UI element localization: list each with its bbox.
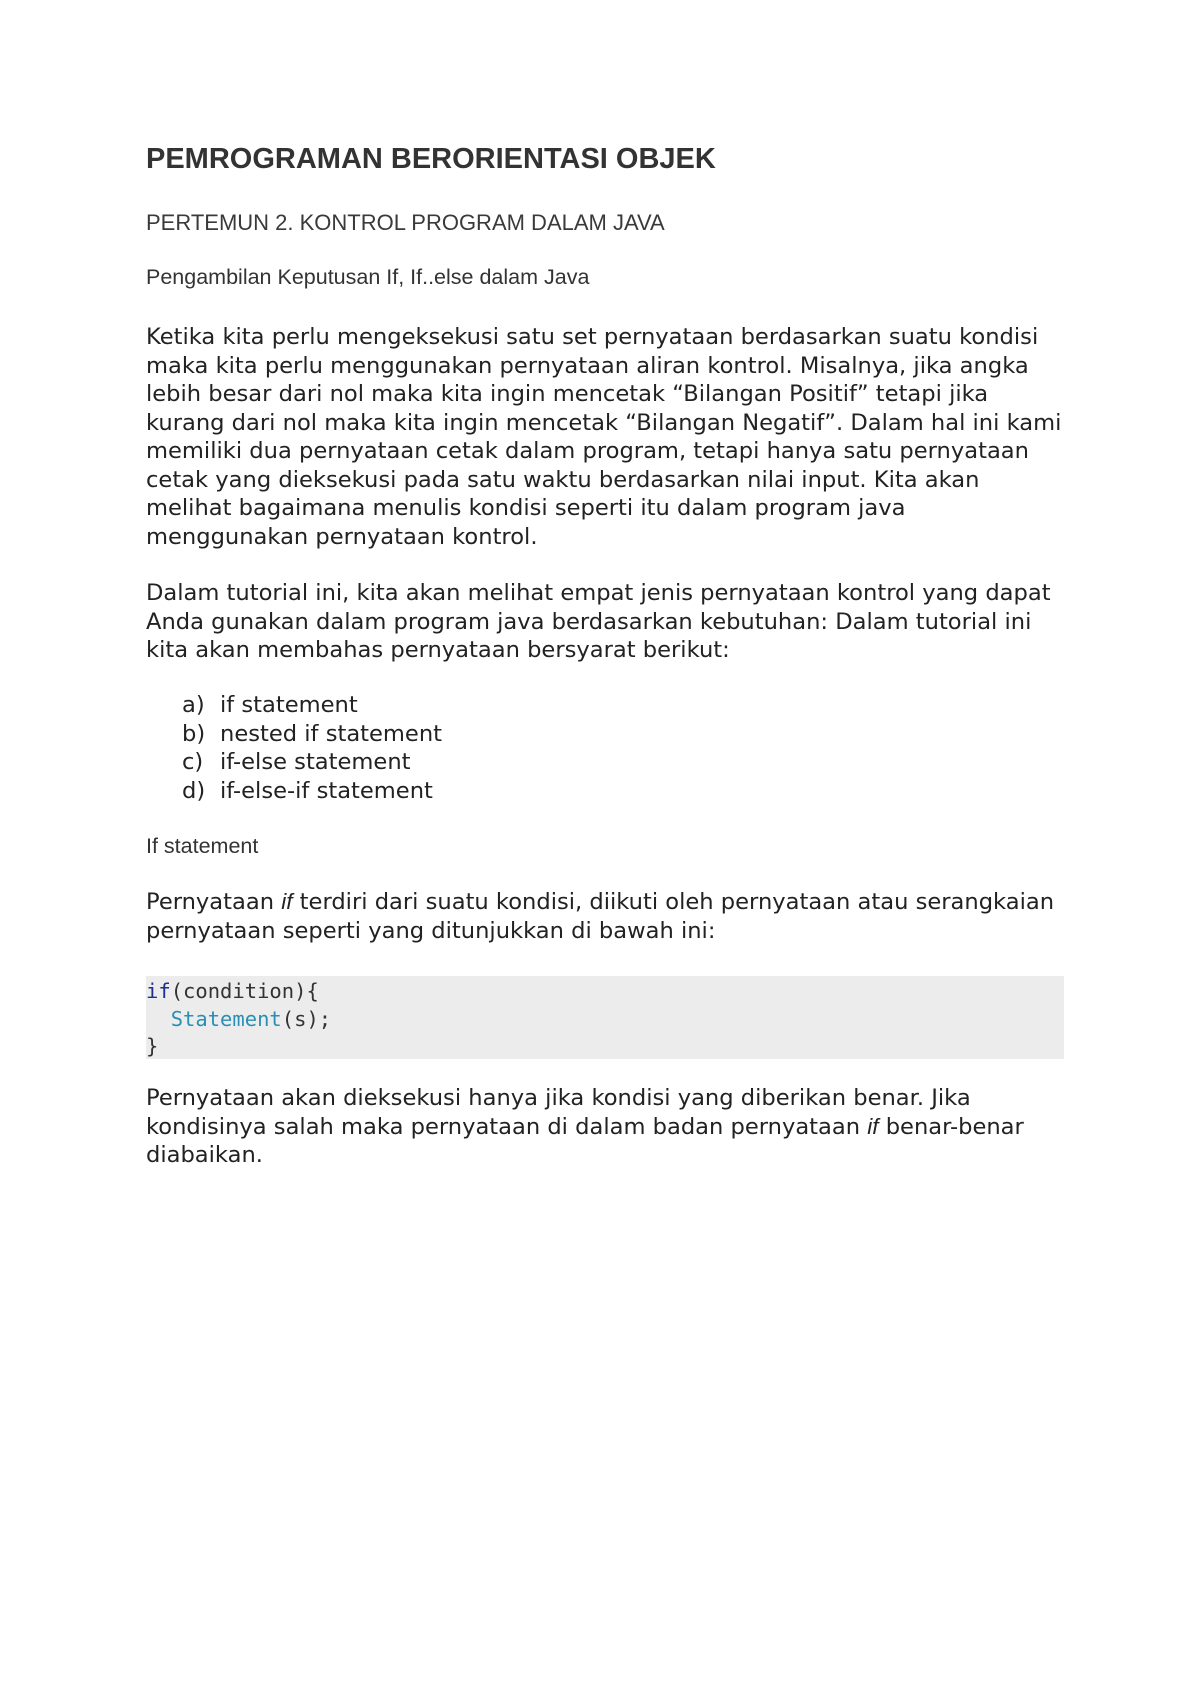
section-heading-if-statement: If statement [146,834,259,858]
code-text: } [146,1034,159,1058]
paragraph-text: Pernyataan [146,889,282,915]
list-marker: b) [182,720,206,747]
document-subtitle: PERTEMUN 2. KONTROL PROGRAM DALAM JAVA [146,210,665,235]
list-item [182,691,442,720]
list-item [182,777,442,806]
list-item-text: if-else statement [220,749,411,775]
paragraph-text: Pernyataan akan dieksekusi hanya jika kondisi yang diberikan benar. Jika kondisinya salah maka pernyataan di dalam badan pernyataan [146,1085,971,1140]
code-type: Statement [170,1006,282,1031]
code-line [146,978,1064,1006]
code-block [146,976,1064,1059]
list-marker: d) [182,777,206,804]
list-marker: c) [182,749,204,775]
document-title: PEMROGRAMAN BERORIENTASI OBJEK [146,143,716,175]
code-text: (s); [281,1006,332,1031]
italic-keyword: if [867,1113,879,1139]
code-line [146,1006,1064,1034]
section-heading-if-else: Pengambilan Keputusan If, If..else dalam Java [146,265,590,289]
intro-paragraph: Ketika kita perlu mengeksekusi satu set pernyataan berdasarkan suatu kondisi maka kita perlu menggunakan pernyataan aliran kontrol. Misalnya, jika angka lebih besar dari nol maka kita ingin mencetak “Bilangan Positif” tetapi jika kurang dari nol maka kita ingin mencetak “Bilangan Negatif”. Dalam hal ini kami memiliki dua pernyataan cetak dalam program, tetapi hanya satu pernyataan cetak yang dieksekusi pada satu waktu berdasarkan nilai input. Kita akan melihat bagaimana menulis kondisi seperti itu dalam program java menggunakan pernyataan kontrol. [146,324,1062,550]
execution-paragraph [146,1084,1064,1170]
code-keyword: if [146,979,171,1003]
paragraph-text: terdiri dari suatu kondisi, diikuti oleh pernyataan atau serangkaian pernyataan seperti yang ditunjukkan di bawah ini: [146,889,1055,944]
list-item-text: if-else-if statement [220,777,433,804]
if-description-paragraph [146,888,1064,945]
list-item-text: nested if statement [220,720,443,747]
list-item-text: if statement [220,692,358,718]
code-text: (condition){ [170,979,319,1003]
list-item [182,748,442,777]
code-indent [146,1007,171,1031]
code-line [146,1033,1064,1061]
tutorial-paragraph: Dalam tutorial ini, kita akan melihat empat jenis pernyataan kontrol yang dapat Anda gunakan dalam program java berdasarkan kebutuhan: Dalam tutorial ini kita akan membahas pernyataan bersyarat berikut: [146,580,1051,663]
list-item [182,720,442,749]
italic-keyword: if [281,889,293,914]
list-marker: a) [182,692,205,718]
paragraph-text: benar-benar diabaikan. [146,1113,1024,1168]
statement-type-list [182,691,442,805]
